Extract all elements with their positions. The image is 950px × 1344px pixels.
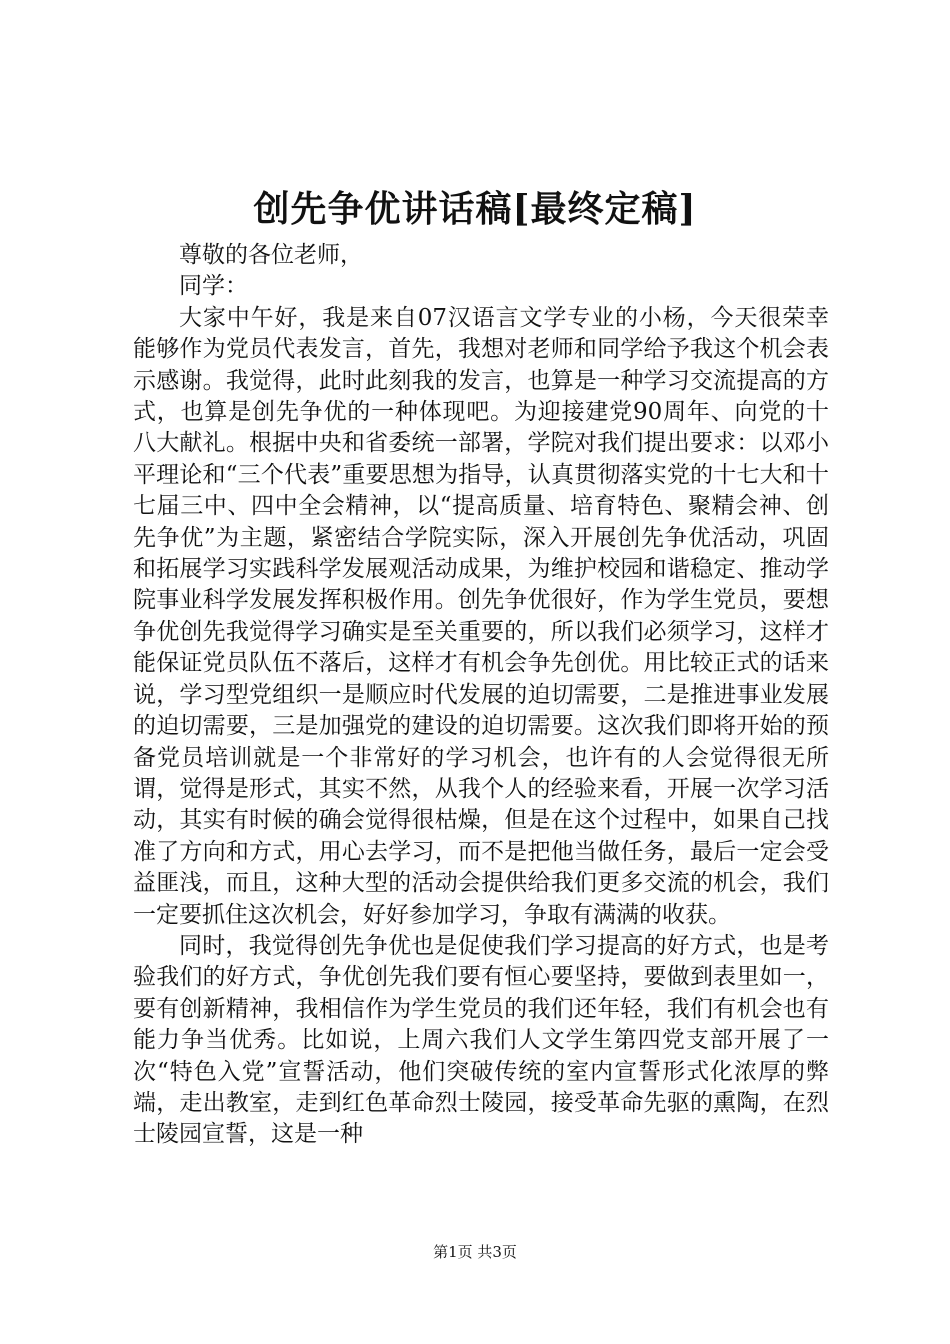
- greeting-line: 同学：: [179, 273, 248, 300]
- document-body: [133, 240, 829, 1151]
- body-paragraph: 大家中午好，我是来自07汉语言文学专业的小杨，今天很荣幸能够作为党员代表发言，首先，我想对老师和同学给予我这个机会表示感谢。我觉得，此时此刻我的发言，也算是一种学习交流提高的方式，也算是创先争优的一种体现吧。为迎接建党90周年、向党的十八大献礼。根据中央和省委统一部署，学院对我们提出要求：以邓小平理论和“三个代表”重要思想为指导，认真贯彻落实党的十七大和十七届三中、四中全会精神，以“提高质量、培育特色、聚精会神、创先争优”为主题，紧密结合学院实际，深入开展创先争优活动，巩固和拓展学习实践科学发展观活动成果，为维护校园和谐稳定、推动学院事业科学发展发挥积极作用。创先争优很好，作为学生党员，要想争优创先我觉得学习确实是至关重要的，所以我们必须学习，这样才能保证党员队伍不落后，这样才有机会争先创优。用比较正式的话来说，学习型党组织一是顺应时代发展的迫切需要，二是推进事业发展的迫切需要，三是加强党的建设的迫切需要。这次我们即将开始的预备党员培训就是一个非常好的学习机会，也许有的人会觉得很无所谓，觉得是形式，其实不然，从我个人的经验来看，开展一次学习活动，其实有时候的确会觉得很枯燥，但是在这个过程中，如果自己找准了方向和方式，用心去学习，而不是把他当做任务，最后一定会受益匪浅，而且，这种大型的活动会提供给我们更多交流的机会，我们一定要抓住这次机会，好好参加学习，争取有满满的收获。: [133, 304, 829, 928]
- greeting-line: 尊敬的各位老师，: [179, 242, 363, 268]
- body-paragraph: 同时，我觉得创先争优也是促使我们学习提高的好方式，也是考验我们的好方式，争优创先我们要有恒心要坚持，要做到表里如一，要有创新精神，我相信作为学生党员的我们还年轻，我们有机会也有能力争当优秀。比如说，上周六我们人文学生第四党支部开展了一次“特色入党”宣誓活动，他们突破传统的室内宣誓形式化浓厚的弊端，走出教室，走到红色革命烈士陵园，接受革命先驱的熏陶，在烈士陵园宣誓，这是一种: [133, 932, 829, 1148]
- document-title: 创先争优讲话稿[最终定稿]: [253, 188, 697, 230]
- page-footer: 第1页 共3页: [433, 1243, 517, 1261]
